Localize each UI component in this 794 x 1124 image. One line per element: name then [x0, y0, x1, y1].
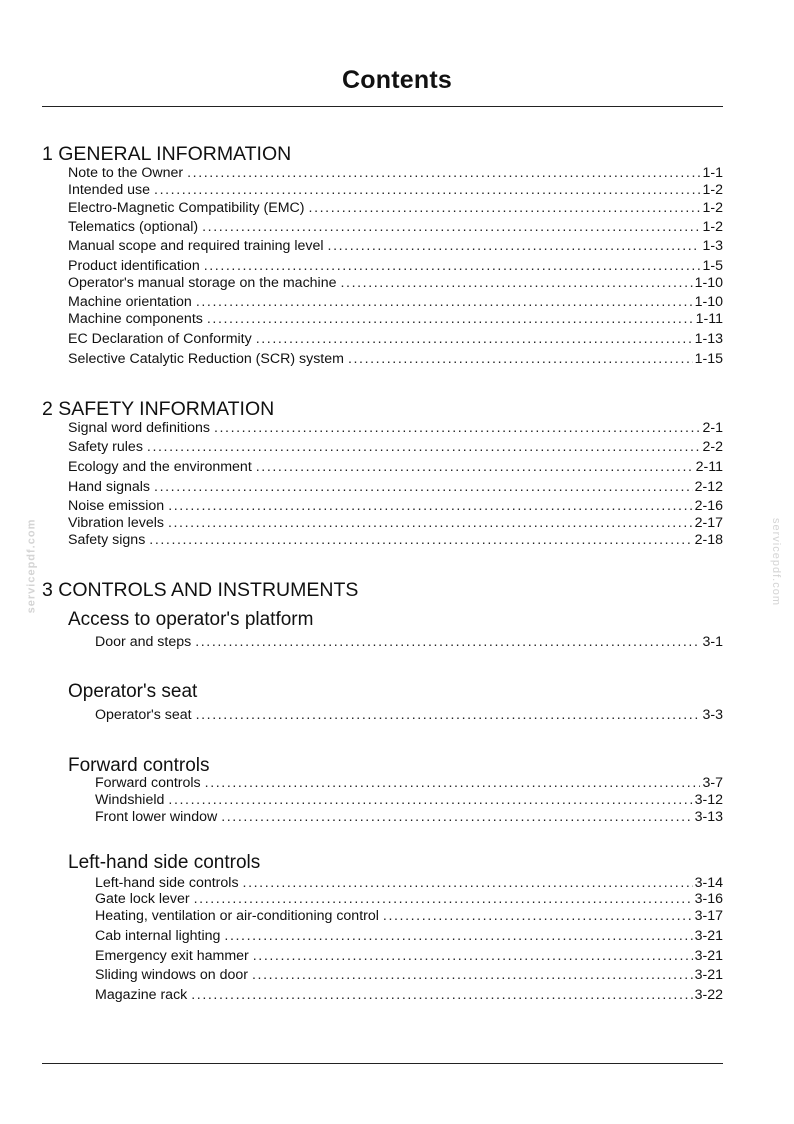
toc-entry[interactable]: Magazine rack ..... 3-22 [95, 987, 723, 1004]
chapter-heading-1: 1 GENERAL INFORMATION [42, 143, 292, 165]
toc-entry[interactable]: Signal word definitions ..... 2-1 [68, 420, 723, 437]
toc-entry[interactable]: Heating, ventilation or air-conditioning control ..... 3-17 [95, 908, 723, 925]
toc-entry[interactable]: Intended use ..... 1-2 [68, 182, 723, 199]
toc-entry[interactable]: Electro-Magnetic Compatibility (EMC) ..... 1-2 [68, 200, 723, 217]
top-divider [42, 106, 723, 107]
toc-entry[interactable]: Operator's manual storage on the machine ..... 1-10 [68, 275, 723, 292]
toc-entry[interactable]: Safety signs ..... 2-18 [68, 532, 723, 549]
toc-entry[interactable]: Front lower window ..... 3-13 [95, 809, 723, 826]
watermark-left: servicepdf.com [25, 518, 38, 614]
toc-entry[interactable]: Machine components ..... 1-11 [68, 311, 723, 328]
toc-entry[interactable]: EC Declaration of Conformity ..... 1-13 [68, 331, 723, 348]
toc-entry[interactable]: Noise emission ..... 2-16 [68, 498, 723, 515]
toc-entry[interactable]: Emergency exit hammer ..... 3-21 [95, 948, 723, 965]
toc-entry[interactable]: Door and steps ..... 3-1 [95, 634, 723, 651]
toc-entry[interactable]: Note to the Owner ..... 1-1 [68, 165, 723, 182]
section-heading: Access to operator's platform [68, 609, 314, 630]
toc-entry[interactable]: Vibration levels ..... 2-17 [68, 515, 723, 532]
toc-entry[interactable]: Sliding windows on door ..... 3-21 [95, 967, 723, 984]
toc-entry[interactable]: Selective Catalytic Reduction (SCR) system ..... 1-15 [68, 351, 723, 368]
watermark-right: servicepdf.com [769, 518, 782, 606]
section-heading: Left-hand side controls [68, 852, 261, 873]
chapter-heading-2: 2 SAFETY INFORMATION [42, 398, 275, 420]
toc-entry[interactable]: Telematics (optional) ..... 1-2 [68, 219, 723, 236]
page-title: Contents [342, 66, 452, 94]
toc-entry[interactable]: Ecology and the environment ..... 2-11 [68, 459, 723, 476]
toc-entry[interactable]: Manual scope and required training level ..... 1-3 [68, 238, 723, 255]
toc-entry[interactable]: Cab internal lighting ..... 3-21 [95, 928, 723, 945]
toc-entry[interactable]: Left-hand side controls ..... 3-14 [95, 875, 723, 892]
toc-entry[interactable]: Safety rules ..... 2-2 [68, 439, 723, 456]
toc-entry[interactable]: Hand signals ..... 2-12 [68, 479, 723, 496]
toc-entry[interactable]: Gate lock lever ..... 3-16 [95, 891, 723, 908]
section-heading: Operator's seat [68, 681, 198, 702]
toc-entry[interactable]: Product identification ..... 1-5 [68, 258, 723, 275]
toc-entry[interactable]: Machine orientation ..... 1-10 [68, 294, 723, 311]
section-heading: Forward controls [68, 755, 210, 776]
chapter-heading-3: 3 CONTROLS AND INSTRUMENTS [42, 579, 359, 601]
toc-entry[interactable]: Forward controls ..... 3-7 [95, 775, 723, 792]
bottom-divider [42, 1063, 723, 1064]
toc-entry[interactable]: Windshield ..... 3-12 [95, 792, 723, 809]
toc-entry[interactable]: Operator's seat ..... 3-3 [95, 707, 723, 724]
